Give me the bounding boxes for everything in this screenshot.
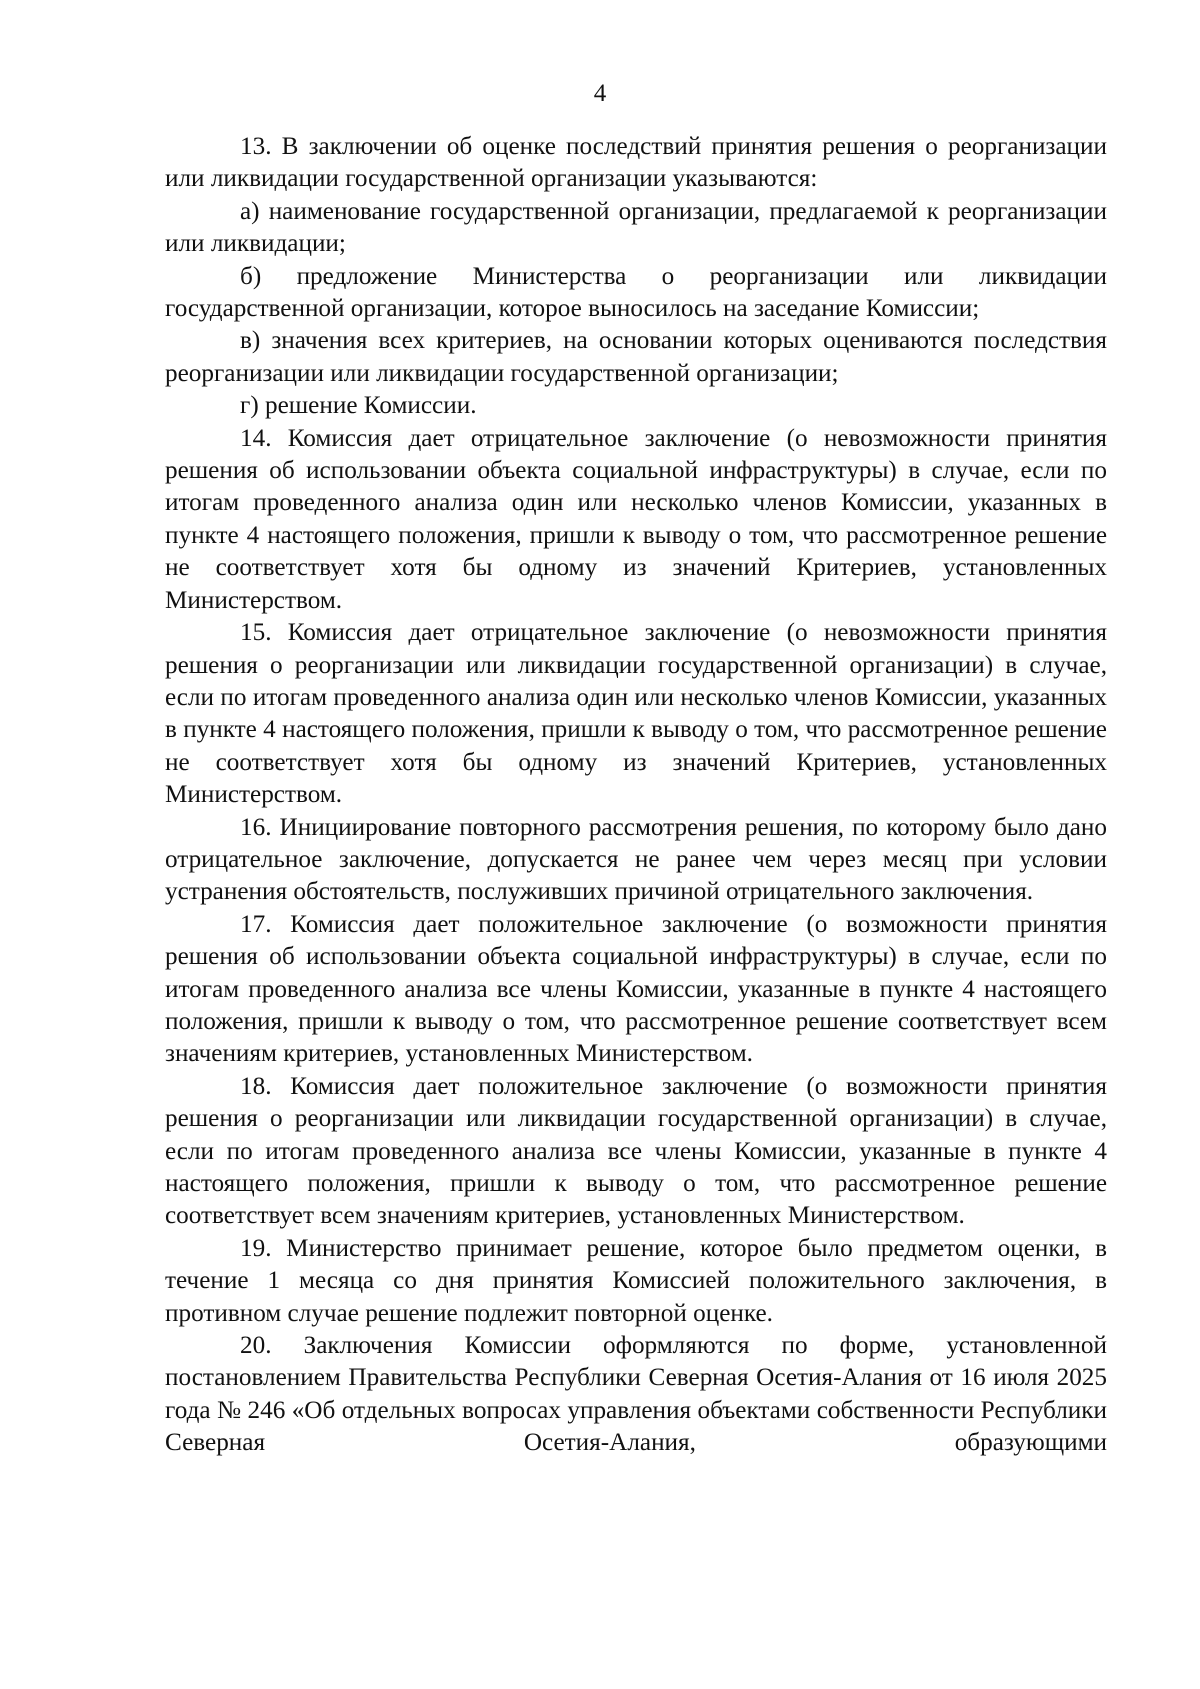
paragraph-19: 19. Министерство принимает решение, которое было предметом оценки, в течение 1 месяца со дня принятия Комиссией положительного заключения, в противном случае решение подлежит повторной оценке. <box>165 1234 1107 1327</box>
paragraph-20: 20. Заключения Комиссии оформляются по форме, установленной постановлением Правительства Республики Северная Осетия-Алания от 16 июля 2025 года № 246 «Об отдельных вопросах управления объектами собственности Республики Северная Осетия-Алания, образующими <box>165 1332 1107 1457</box>
paragraph-18: 18. Комиссия дает положительное заключение (о возможности принятия решения о реорганизации или ликвидации государственной организации) в случае, если по итогам проведенного анализа все члены Комиссии, указанные в пункте 4 настоящего положения, пришли к выводу о том, что рассмотренное решение соответствует всем значениям критериев, установленных Министерством. <box>165 1072 1107 1230</box>
paragraph-16: 16. Инициирование повторного рассмотрения решения, по которому было дано отрицательное заключение, допускается не ранее чем через месяц при условии устранения обстоятельств, послуживших причиной отрицательного заключения. <box>165 813 1107 906</box>
paragraph-13-v: в) значения всех критериев, на основании которых оцениваются последствия реорганизации или ликвидации государственной организации; <box>165 327 1107 387</box>
paragraph-14: 14. Комиссия дает отрицательное заключение (о невозможности принятия решения об использовании объекта социальной инфраструктуры) в случае, если по итогам проведенного анализа один или несколько членов Комиссии, указанных в пункте 4 настоящего положения, пришли к выводу о том, что рассмотренное решение не соответствует хотя бы одному из значений Критериев, установленных Министерством. <box>165 424 1107 614</box>
document-body <box>165 131 1107 1460</box>
paragraph-13-a: а) наименование государственной организации, предлагаемой к реорганизации или ликвидации; <box>165 197 1107 258</box>
page-number: 4 <box>593 80 607 107</box>
paragraph-17: 17. Комиссия дает положительное заключение (о возможности принятия решения об использовании объекта социальной инфраструктуры) в случае, если по итогам проведенного анализа все члены Комиссии, указанные в пункте 4 настоящего положения, пришли к выводу о том, что рассмотренное решение соответствует всем значениям критериев, установленных Министерством. <box>165 910 1107 1068</box>
paragraph-13: 13. В заключении об оценке последствий принятия решения о реорганизации или ликвидации государственной организации указываются: <box>165 133 1107 193</box>
paragraph-13-g: г) решение Комиссии. <box>240 392 477 420</box>
paragraph-13-b: б) предложение Министерства о реорганизации или ликвидации государственной организации, которое выносилось на заседание Комиссии; <box>165 262 1107 323</box>
paragraph-15: 15. Комиссия дает отрицательное заключение (о невозможности принятия решения о реорганизации или ликвидации государственной организации) в случае, если по итогам проведенного анализа один или несколько членов Комиссии, указанных в пункте 4 настоящего положения, пришли к выводу о том, что рассмотренное решение не соответствует хотя бы одному из значений Критериев, установленных Министерством. <box>165 619 1107 809</box>
